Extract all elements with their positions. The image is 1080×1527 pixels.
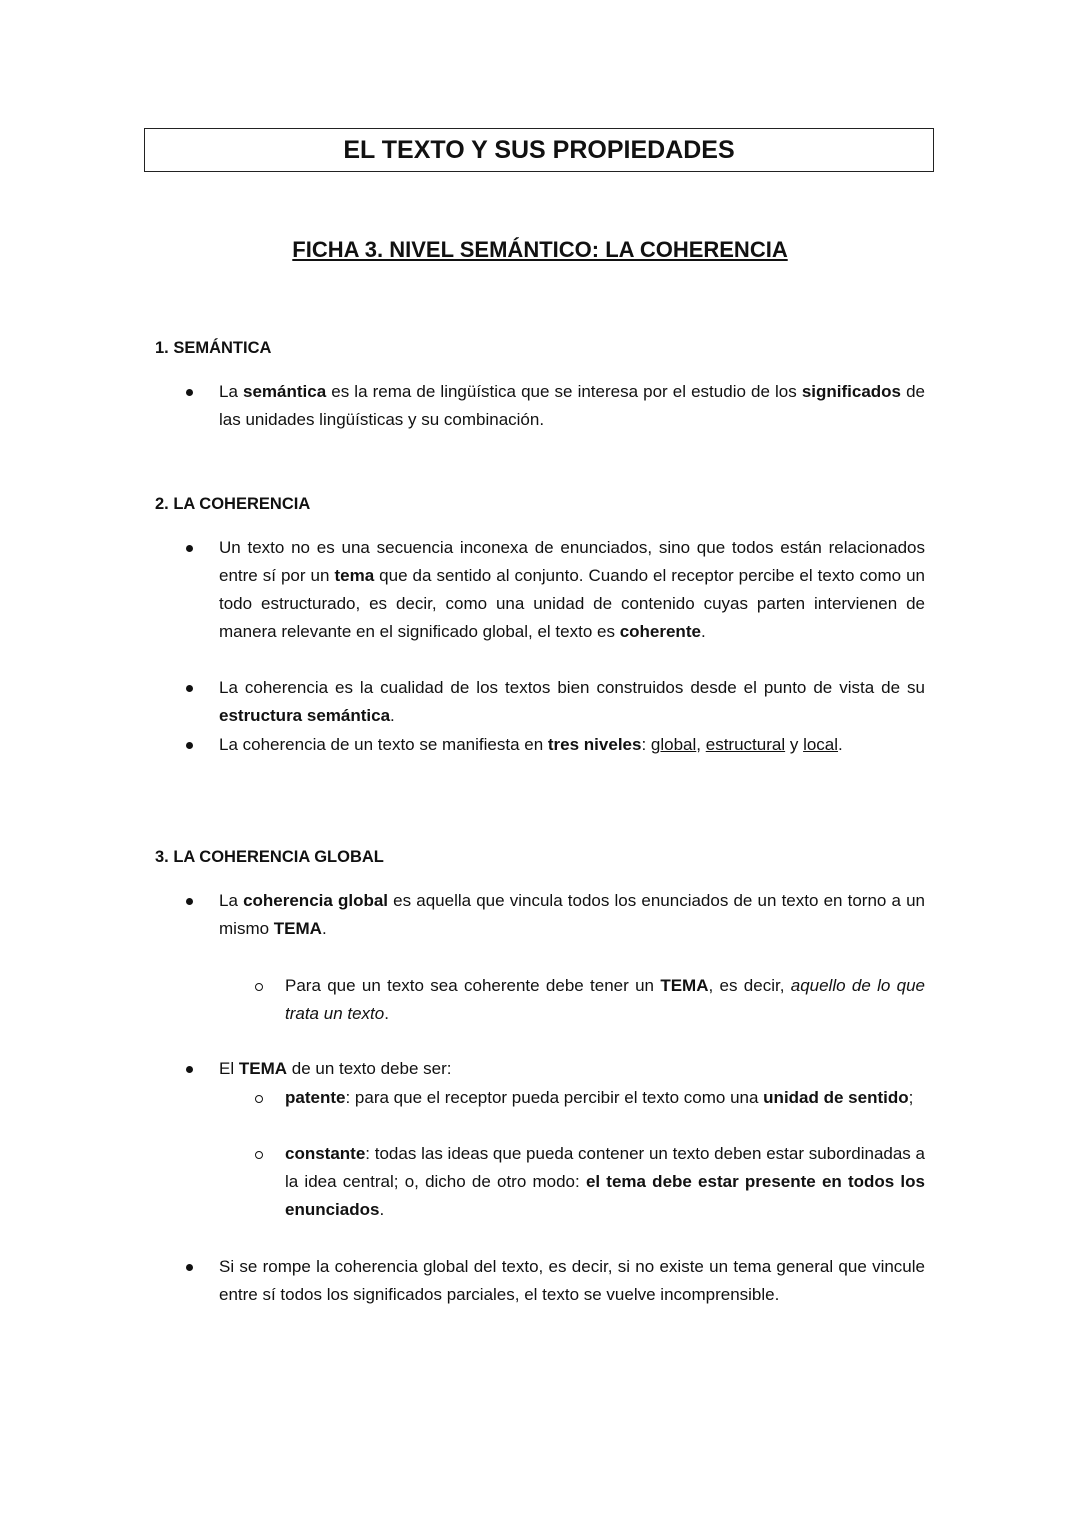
- list-item: [219, 1055, 925, 1083]
- section-heading-coherencia-global: 3. LA COHERENCIA GLOBAL: [155, 848, 384, 866]
- text: que da sentido al conjunto. Cuando el receptor percibe el texto como un todo estructurado, es decir, como una unidad de contenido cuyas parten intervienen de manera relevante en el significado global, el texto es: [219, 566, 925, 641]
- text: Si se rompe la coherencia global del texto, es decir, si no existe un tema general que vincule entre sí todos los significados parciales, el texto se vuelve incomprensible.: [219, 1257, 925, 1304]
- bullet-icon: [186, 1066, 193, 1073]
- circle-bullet-icon: [255, 983, 263, 991]
- underlined-text: local: [803, 735, 839, 754]
- text: .: [700, 622, 706, 641]
- list-item: [219, 887, 925, 943]
- text: : todas las ideas que pueda contener un texto deben estar subordinadas a la idea central; o, dicho de otro modo:: [285, 1144, 925, 1191]
- text: El: [219, 1059, 239, 1078]
- text: : para que el receptor pueda percibir el texto como una: [345, 1088, 764, 1107]
- text: .: [384, 1004, 389, 1023]
- bold-text: TEMA: [238, 1059, 288, 1078]
- bold-text: estructura semántica: [219, 706, 391, 725]
- bold-text: coherencia global: [243, 891, 389, 910]
- bold-text: tres niveles: [547, 735, 642, 754]
- bullet-icon: [186, 685, 193, 692]
- bold-text: coherente: [619, 622, 701, 641]
- bold-text: semántica: [243, 382, 327, 401]
- document-title: EL TEXTO Y SUS PROPIEDADES: [144, 128, 934, 172]
- underlined-text: global: [650, 735, 697, 754]
- list-item: [219, 731, 925, 759]
- circle-bullet-icon: [255, 1151, 263, 1159]
- sub-list-item: [285, 1140, 925, 1224]
- text: .: [838, 735, 843, 754]
- list-item: [219, 674, 925, 730]
- text: La: [219, 891, 244, 910]
- document-subtitle: FICHA 3. NIVEL SEMÁNTICO: LA COHERENCIA: [292, 237, 788, 262]
- bold-text: constante: [285, 1144, 366, 1163]
- text: La coherencia de un texto se manifiesta en: [219, 735, 548, 754]
- text: de las unidades lingüísticas y su combinación.: [219, 382, 925, 429]
- text: es aquella que vincula todos los enunciados de un texto en torno a un mismo: [219, 891, 926, 938]
- bullet-icon: [186, 389, 193, 396]
- underlined-text: estructural: [705, 735, 786, 754]
- italic-text: aquello de lo que trata un texto: [285, 976, 925, 1023]
- text: Para que un texto sea coherente debe tener un: [285, 976, 661, 995]
- sub-list-item: [285, 1084, 925, 1112]
- sub-list-item: [285, 972, 925, 1028]
- list-item: [219, 534, 925, 646]
- text: Un texto no es una secuencia inconexa de enunciados, sino que todos están relacionados entre sí por un: [219, 538, 925, 585]
- bold-text: unidad de sentido: [763, 1088, 909, 1107]
- text: La: [219, 382, 243, 401]
- bold-text: TEMA: [273, 919, 322, 938]
- text: .: [390, 706, 395, 725]
- text: ;: [908, 1088, 914, 1107]
- bullet-icon: [186, 1264, 193, 1271]
- bold-text: significados: [801, 382, 901, 401]
- bold-text: tema: [334, 566, 375, 585]
- text: , es decir,: [708, 976, 791, 995]
- text: .: [321, 919, 327, 938]
- bullet-icon: [186, 898, 193, 905]
- circle-bullet-icon: [255, 1095, 263, 1103]
- section-heading-coherencia: 2. LA COHERENCIA: [155, 495, 311, 513]
- bold-text: TEMA: [660, 976, 709, 995]
- text: :: [641, 735, 651, 754]
- list-item: [219, 378, 925, 434]
- list-item: [219, 1253, 925, 1309]
- text: de un texto debe ser:: [287, 1059, 452, 1078]
- text: y: [785, 735, 804, 754]
- bold-text: el tema debe estar presente en todos los enunciados: [285, 1172, 925, 1219]
- text: La coherencia es la cualidad de los textos bien construidos desde el punto de vista de su: [219, 678, 925, 697]
- bold-text: patente: [285, 1088, 346, 1107]
- bullet-icon: [186, 545, 193, 552]
- text: es la rema de lingüística que se interesa por el estudio de los: [326, 382, 802, 401]
- section-heading-semantica: 1. SEMÁNTICA: [155, 339, 272, 357]
- bullet-icon: [186, 742, 193, 749]
- text: .: [379, 1200, 385, 1219]
- text: ,: [696, 735, 706, 754]
